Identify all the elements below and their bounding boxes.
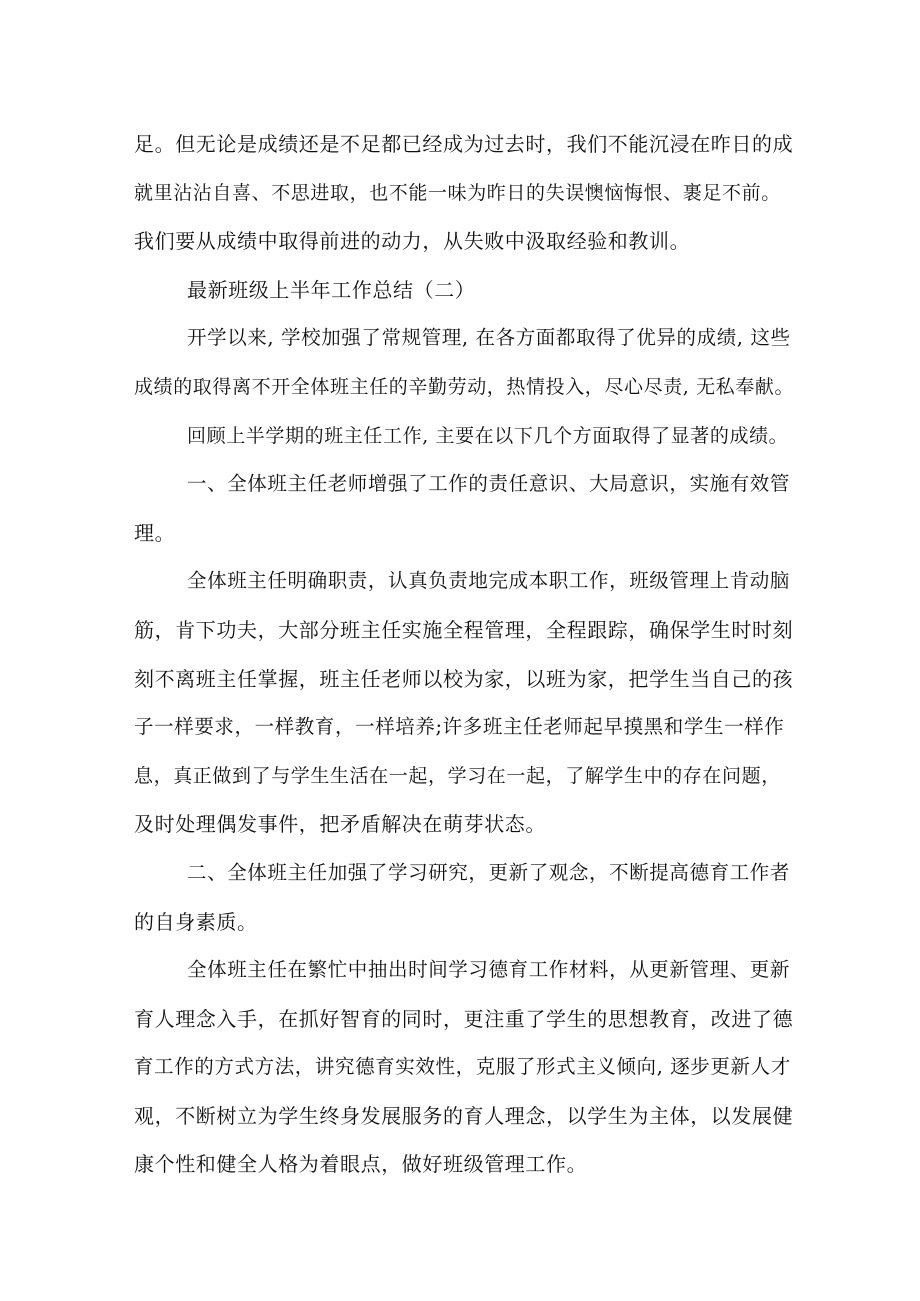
text-line: 刻不离班主任掌握，班主任老师以校为家，以班为家，把学生当自己的孩 [134,666,794,691]
text-line: 成绩的取得离不开全体班主任的辛勤劳动，热情投入，尽心尽责, 无私奉献。 [134,375,795,398]
text-line: 及时处理偶发事件，把矛盾解决在萌芽状态。 [134,812,546,837]
point-heading: 一、全体班主任老师增强了工作的责任意识、大局意识，实施有效管 [187,472,791,496]
text-line: 回顾上半学期的班主任工作, 主要在以下几个方面取得了显著的成绩。 [187,424,789,447]
text-line: 筋，肯下功夫，大部分班主任实施全程管理，全程跟踪，确保学生时时刻 [134,617,794,642]
text-line: 开学以来, 学校加强了常规管理, 在各方面都取得了优异的成绩, 这些 [187,326,791,350]
point-heading: 的自身素质。 [134,909,258,934]
text-line: 康个性和健全人格为着眼点，做好班级管理工作。 [134,1152,588,1177]
text-line: 息，真正做到了与学生生活在一起，学习在一起，了解学生中的存在问题， [134,764,781,787]
text-line: 就里沾沾自喜、不思进取，也不能一味为昨日的失误懊恼悔恨、裹足不前。 [134,181,781,204]
text-line: 子一样要求，一样教育，一样培养;许多班主任老师起早摸黑和学生一样作 [134,715,785,739]
text-line: 全体班主任明确职责，认真负责地完成本职工作，班级管理上肯动脑 [187,569,791,593]
section-heading: 最新班级上半年工作总结（二） [187,277,476,302]
text-line: 足。但无论是成绩还是不足都已经成为过去时，我们不能沉浸在昨日的成 [134,132,794,156]
text-line: 观，不断树立为学生终身发展服务的育人理念，以学生为主体，以发展健 [134,1103,794,1128]
document-body [134,120,794,1189]
text-line: 育工作的方式方法，讲究德育实效性，克服了形式主义倾向, 逐步更新人才 [134,1055,791,1079]
point-heading: 二、全体班主任加强了学习研究，更新了观念，不断提高德育工作者 [187,860,791,884]
text-line: 我们要从成绩中取得前进的动力，从失败中汲取经验和教训。 [134,229,691,254]
text-line: 育人理念入手，在抓好智育的同时，更注重了学生的思想教育，改进了德 [134,1006,794,1031]
point-heading: 理。 [134,520,176,545]
text-line: 全体班主任在繁忙中抽出时间学习德育工作材料，从更新管理、更新 [187,958,791,982]
